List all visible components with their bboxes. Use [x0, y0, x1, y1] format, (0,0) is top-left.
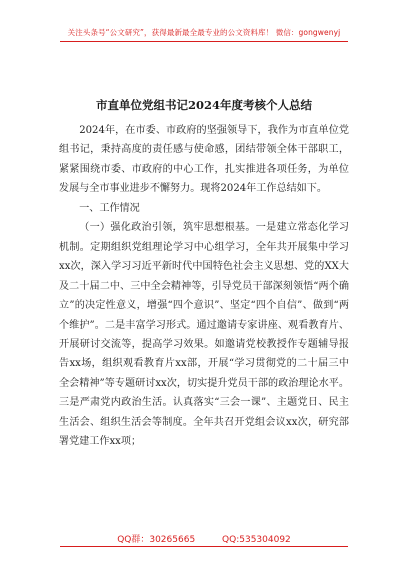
header-banner: 关注头条号“公文研究”，获得最新最全最专业的公文资料库！ 微信：gongwenyj — [67, 28, 341, 37]
section-heading: 一、工作情况 — [79, 202, 140, 214]
footer-qq-number: QQ:535304092 — [222, 535, 291, 545]
footer-divider — [60, 546, 348, 547]
document-title: 市直单位党组书记2024年度考核个人总结 — [95, 98, 312, 112]
footer-qq-group: QQ群：30265665 — [117, 535, 196, 545]
document-body — [59, 121, 349, 452]
intro-paragraph: 2024年，在市委、市政府的坚强领导下，我作为市直单位党组书记，秉持高度的责任感与使命感，团结带领全体干部职工，紧紧围绕市委、市政府的中心工作，扎实推进各项任务，为单位发展与全市事业进步不懈努力。现将2024年工作总结如下。 — [59, 125, 349, 195]
footer-contact — [0, 532, 408, 545]
body-paragraph: （一）强化政治引领，筑牢思想根基。一是建立常态化学习机制。定期组织党组理论学习中心组学习，全年共开展集中学习xx次，深入学习习近平新时代中国特色社会主义思想、党的XX大及二十届二中、三中全会精神等，引导党员干部深刻领悟“两个确立”的决定性意义，增强“四个意识”、坚定“四个自信”、做到“两个维护”。二是丰富学习形式。通过邀请专家讲座、观看教育片、开展研讨交流等，提高学习效果。如邀请党校教授作专题辅导报告xx场，组织观看教育片xx部，开展“学习贯彻党的二十届三中全会精神”等专题研讨xx次，切实提升党员干部的政治理论水平。三是严肃党内政治生活。认真落实“三会一课”、主题党日、民主生活会、组织生活会等制度。全年共召开党组会议xx次，研究部署党建工作xx项； — [59, 222, 349, 448]
header-divider — [60, 41, 348, 42]
